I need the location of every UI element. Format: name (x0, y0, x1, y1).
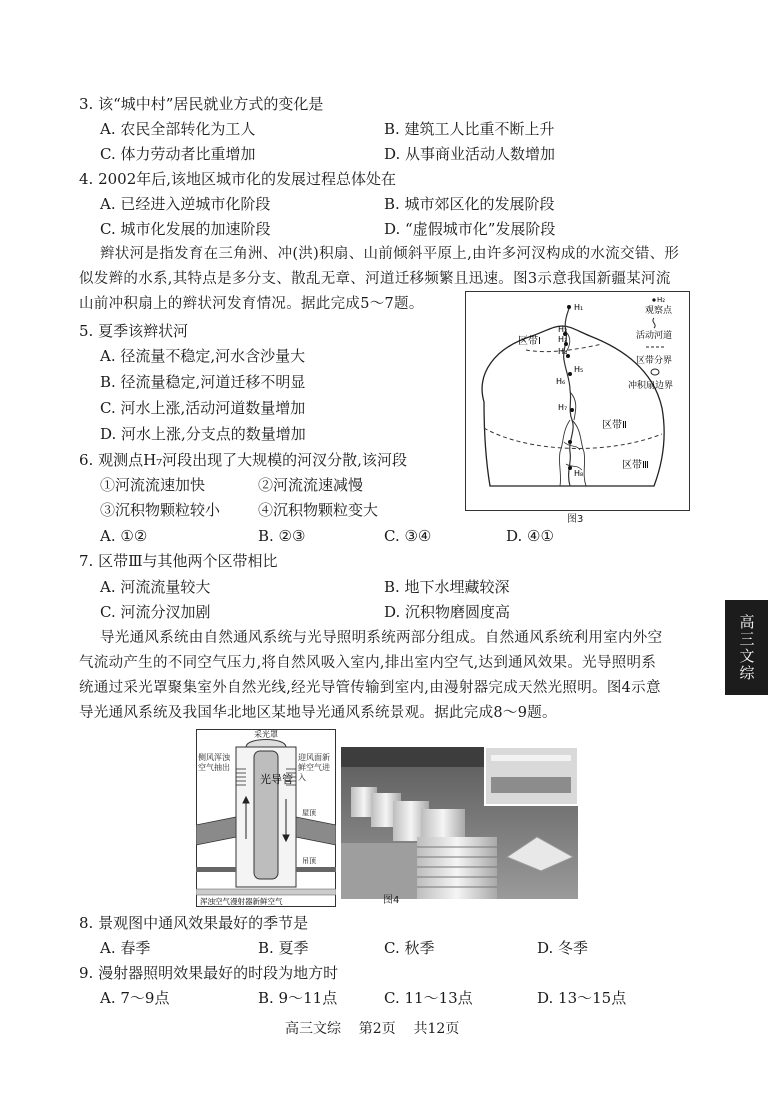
q8-option-b: B. 夏季 (258, 939, 309, 957)
passage2-line-1: 导光通风系统由自然通风系统与光导照明系统两部分组成。自然通风系统利用室内外空 (100, 630, 663, 646)
label-h7: H₇ (558, 403, 568, 412)
legend-observation-point: 观察点 (645, 306, 673, 316)
q7-stem: 7. 区带Ⅲ与其他两个区带相比 (79, 552, 278, 570)
q4-option-c: C. 城市化发展的加速阶段 (100, 220, 271, 238)
intake-label: 迎风面新鲜空气进入 (298, 753, 330, 782)
passage2-line-2: 气流动产生的不同空气压力,将自然风吸入室内,排出室内空气,达到通风效果。光导照明系 (79, 655, 657, 671)
figure-4-landscape-photo (341, 747, 578, 899)
legend-river-symbol (653, 318, 655, 328)
ceiling-left (196, 867, 236, 872)
ceiling-label: 吊顶 (302, 857, 316, 865)
q8-option-a: A. 春季 (100, 939, 151, 957)
tube-label: 光导管 (260, 773, 293, 786)
q4-stem: 4. 2002年后,该地区城市化的发展过程总体处在 (79, 170, 397, 188)
legend-active-channel: 活动河道 (636, 331, 673, 341)
q7-option-d: D. 沉积物磨圆度高 (384, 603, 511, 621)
q8-option-d: D. 冬季 (537, 939, 589, 957)
photo-svg (341, 747, 578, 899)
label-h8: H₈ (574, 469, 584, 478)
q3-option-c: C. 体力劳动者比重增加 (100, 145, 256, 163)
q7-option-b: B. 地下水埋藏较深 (384, 578, 510, 596)
q7-option-c: C. 河流分汊加剧 (100, 603, 211, 621)
q9-option-d: D. 13～15点 (537, 989, 627, 1007)
label-h4: H₄ (558, 347, 568, 356)
q9-option-c: C. 11～13点 (384, 989, 473, 1007)
q3-option-a: A. 农民全部转化为工人 (100, 120, 256, 138)
q9-option-a: A. 7～9点 (100, 989, 170, 1007)
q9-stem: 9. 漫射器照明效果最好的时段为地方时 (79, 964, 339, 982)
label-h5: H₅ (574, 365, 584, 374)
q6-statement-2: ②河流流速减慢 (258, 476, 364, 494)
page-footer: 高三文综 第2页 共12页 (285, 1021, 460, 1037)
q3-option-d: D. 从事商业活动人数增加 (384, 145, 556, 163)
zone-1-label: 区带Ⅰ (518, 336, 541, 347)
passage2-line-3: 统通过采光罩聚集室外自然光线,经光导管传输到室内,由漫射器完成天然光照明。图4示意 (79, 680, 661, 696)
q6-statement-1: ①河流流速加快 (100, 476, 206, 494)
passage1-line-1: 辫状河是指发育在三角洲、冲(洪)积扇、山前倾斜平原上,由许多河汊构成的水流交错、形 (100, 246, 680, 262)
legend-point-sample: H₂ (657, 296, 666, 304)
figure-3-braided-river-map (465, 291, 690, 511)
diffuser-base (196, 889, 336, 895)
q5-stem: 5. 夏季该辫状河 (79, 322, 189, 340)
q3-option-b: B. 建筑工人比重不断上升 (384, 120, 555, 138)
passage1-line-3: 山前冲积扇上的辫状河发育情况。据此完成5～7题。 (79, 296, 424, 312)
legend-fan-boundary: 冲积扇边界 (628, 381, 674, 391)
zone-2-label: 区带Ⅱ (602, 420, 627, 431)
passage1-line-2: 似发辫的水系,其特点是多分支、散乱无章、河道迁移频繁且迅速。图3示意我国新疆某河流 (79, 271, 671, 287)
q6-option-a: A. ①② (100, 527, 148, 545)
roof-label: 屋顶 (302, 809, 316, 817)
ceiling-right (296, 867, 336, 872)
cover-label: 采光罩 (254, 730, 278, 739)
q9-option-b: B. 9～11点 (258, 989, 338, 1007)
q5-option-c: C. 河水上涨,活动河道数量增加 (100, 399, 306, 417)
q5-option-a: A. 径流量不稳定,河水含沙量大 (100, 347, 306, 365)
q4-option-b: B. 城市郊区化的发展阶段 (384, 195, 555, 213)
exhaust-label: 侧风浑浊空气抽出 (198, 753, 230, 772)
q5-option-b: B. 径流量稳定,河道迁移不明显 (100, 373, 306, 391)
light-tube (254, 751, 278, 879)
side-tab-label: 高三文综 (737, 613, 756, 682)
legend-fan-symbol (651, 369, 659, 375)
legend-zone-boundary: 区带分界 (636, 356, 673, 366)
q3-stem: 3. 该“城中村”居民就业方式的变化是 (79, 95, 324, 113)
q6-statement-4: ④沉积物颗粒变大 (258, 501, 379, 519)
label-h3: H₃ (558, 335, 568, 344)
subject-side-tab (725, 600, 768, 695)
bottom-label: 浑浊空气漫射器新鲜空气 (200, 897, 283, 906)
q7-option-a: A. 河流流量较大 (100, 578, 211, 596)
figure-3-legend (628, 296, 673, 391)
figure-4-system-diagram (196, 729, 336, 907)
zone-3-label: 区带Ⅲ (622, 460, 649, 471)
q4-option-d: D. “虚假城市化”发展阶段 (384, 220, 556, 238)
passage2-line-4: 导光通风系统及我国华北地区某地导光通风系统景观。据此完成8～9题。 (79, 705, 557, 721)
q6-option-b: B. ②③ (258, 527, 306, 545)
q4-option-a: A. 已经进入逆城市化阶段 (100, 195, 271, 213)
q6-option-d: D. ④① (506, 527, 554, 545)
q6-option-c: C. ③④ (384, 527, 432, 545)
figure-3-caption: 图3 (567, 514, 584, 525)
q5-option-d: D. 河水上涨,分支点的数量增加 (100, 425, 306, 443)
figure-4-svg (196, 729, 336, 907)
figure-4-caption: 图4 (383, 895, 400, 906)
label-h2: H₂ (558, 325, 568, 334)
q8-stem: 8. 景观图中通风效果最好的季节是 (79, 914, 309, 932)
q6-statement-3: ③沉积物颗粒较小 (100, 501, 221, 519)
q8-option-c: C. 秋季 (384, 939, 435, 957)
figure-3-svg (466, 292, 689, 510)
q6-stem: 6. 观测点H₇河段出现了大规模的河汊分散,该河段 (79, 451, 407, 469)
label-h6: H₆ (556, 377, 566, 386)
label-h1: H₁ (574, 303, 584, 312)
